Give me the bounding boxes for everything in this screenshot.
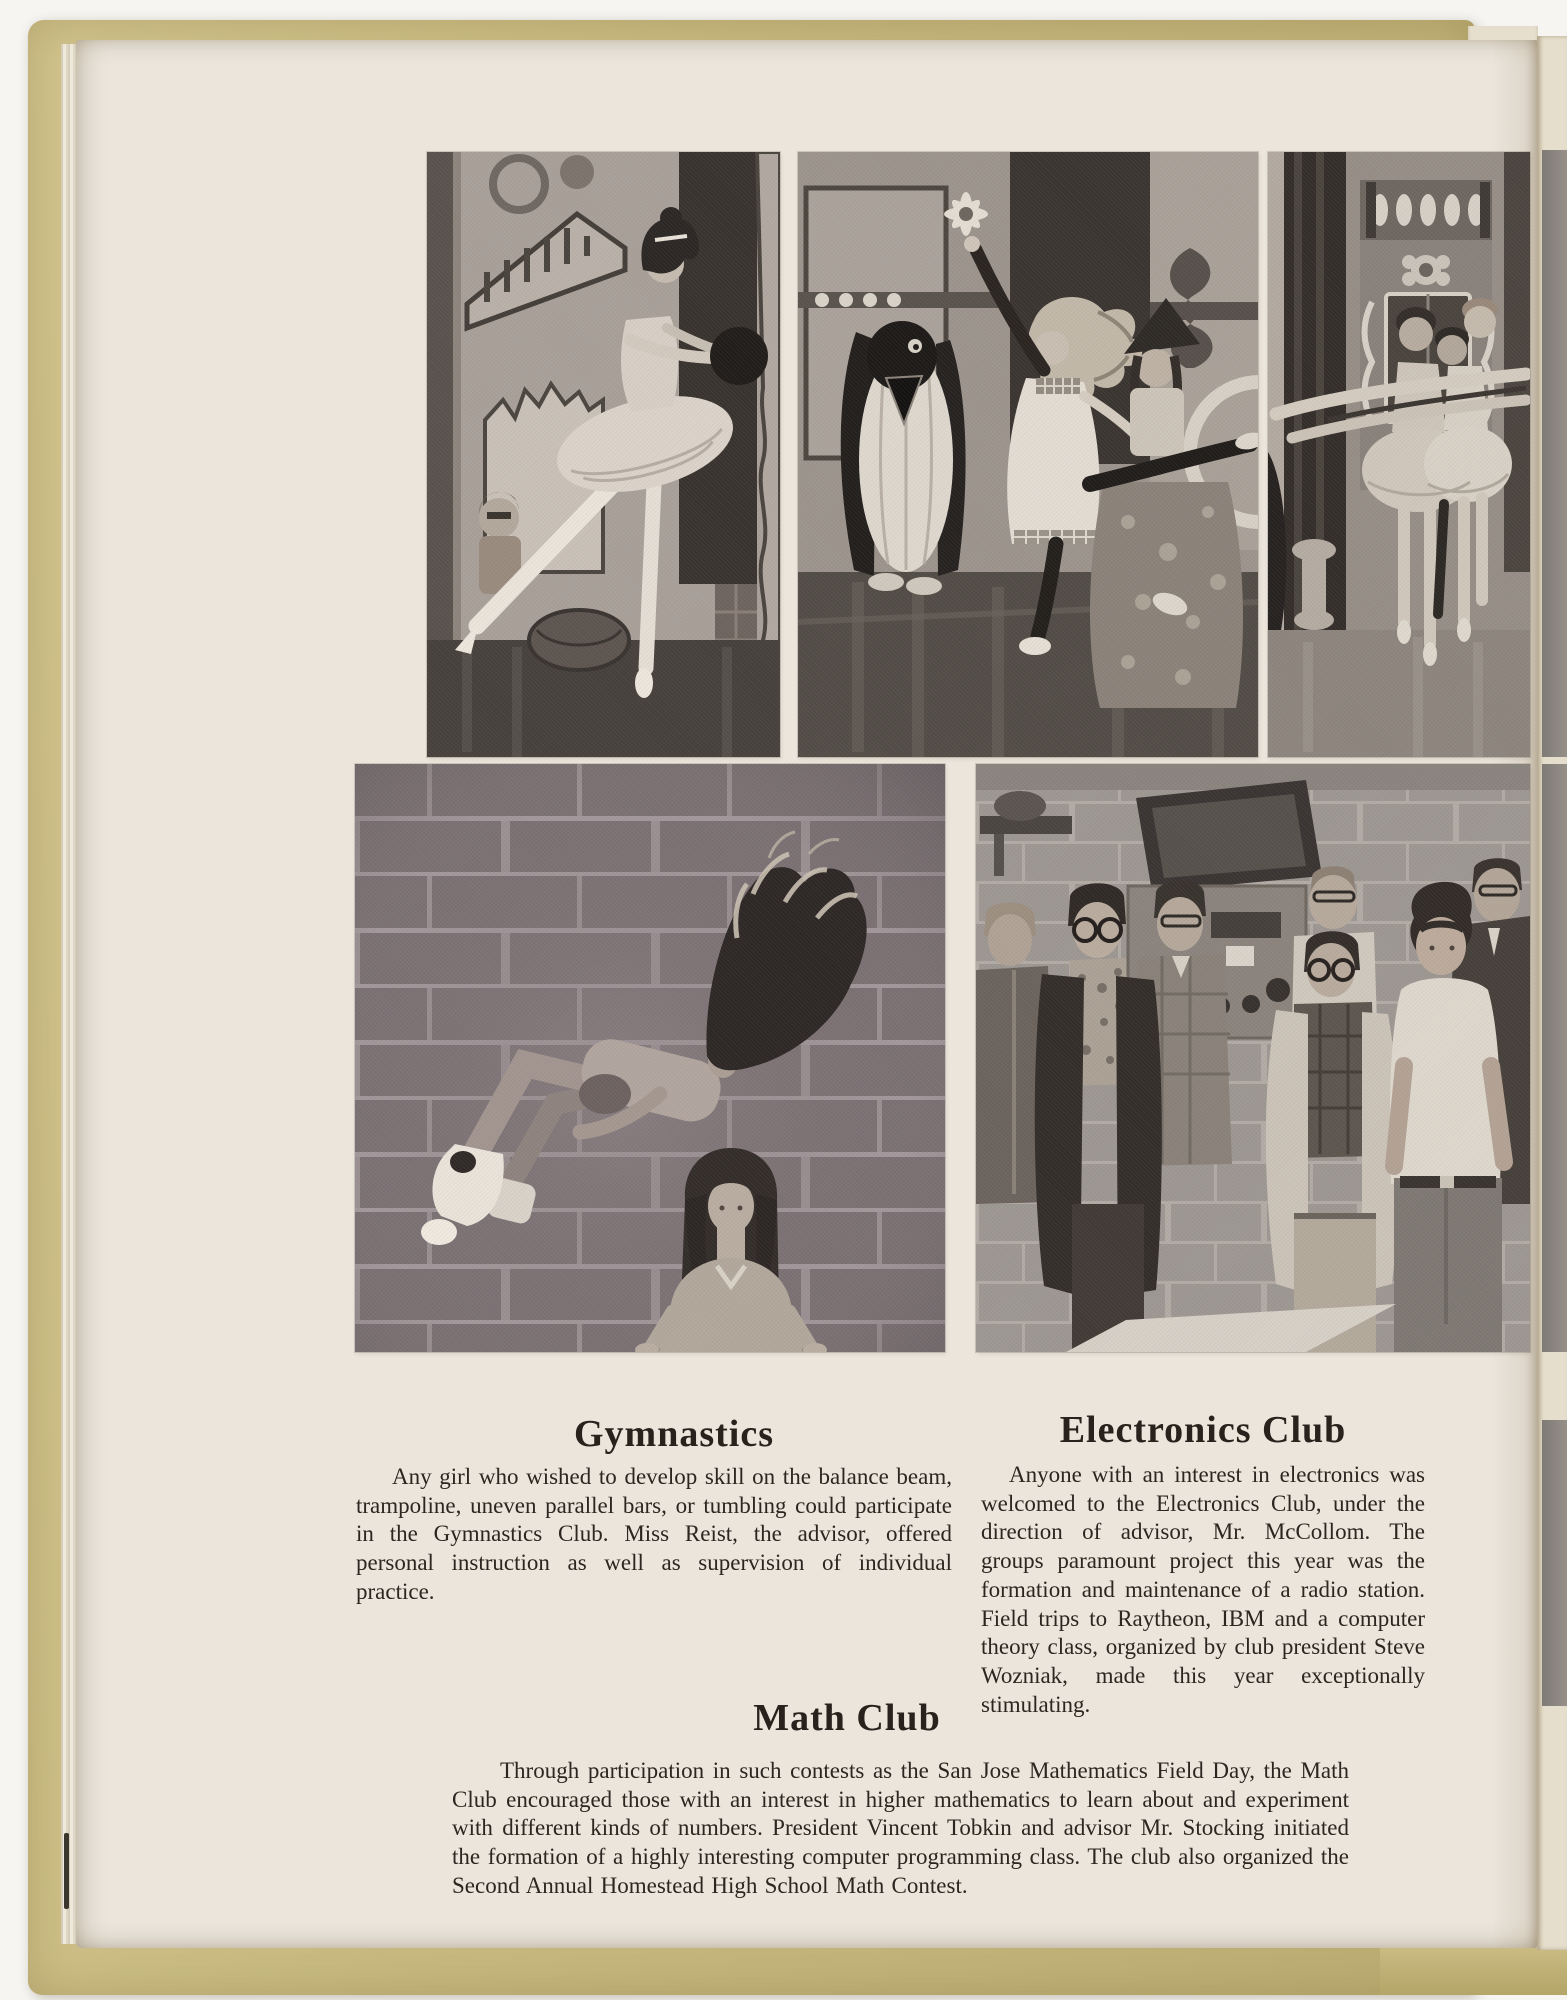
electronics-club-heading: Electronics Club bbox=[1059, 1408, 1347, 1451]
math-club-paragraph: Through participation in such contests as the San Jose Mathematics Field Day, the Math Club encouraged those with an interest in higher mathematics to learn about and experiment with different kinds of numbers. President Vincent Tobkin and advisor Mr. Stocking initiated the formation of a highly interesting computer programming class. The club also organized the Second Annual Homestead High School Math Contest. bbox=[452, 1758, 1349, 1898]
next-page-photo-sliver bbox=[1542, 764, 1567, 1352]
math-club-heading: Math Club bbox=[753, 1696, 941, 1739]
page-stack-edges bbox=[61, 44, 77, 1944]
gymnastics-illustration bbox=[355, 764, 945, 1352]
next-page-edge bbox=[1537, 36, 1567, 1950]
next-page-photo-sliver bbox=[1542, 1420, 1567, 1706]
ballet-ensemble-illustration bbox=[1268, 152, 1530, 757]
book-cover-bottom-edge bbox=[1380, 1948, 1567, 1995]
gymnastics-photo bbox=[355, 764, 945, 1352]
ballet-ensemble-photo bbox=[1268, 152, 1530, 757]
electronics-club-photo bbox=[976, 764, 1530, 1352]
electronics-club-illustration bbox=[976, 764, 1530, 1352]
ballet-soloist-illustration bbox=[427, 152, 780, 757]
electronics-club-paragraph: Anyone with an interest in electronics was welcomed to the Electronics Club, under the direction of advisor, Mr. McCollom. The groups paramount project this year was the formation and maintenance of a radio station. Field trips to Raytheon, IBM and a computer theory class, organized by club president Steve Wozniak, made this year exceptionally stimulating. bbox=[981, 1462, 1425, 1717]
next-page-photo-sliver bbox=[1542, 150, 1567, 757]
gymnastics-paragraph: Any girl who wished to develop skill on the balance beam, trampoline, uneven parallel bars, or tumbling could participate in the Gymnastics Club. Miss Reist, the advisor, offered personal instruction as well as supervision of individual practice. bbox=[356, 1464, 952, 1604]
gymnastics-heading: Gymnastics bbox=[574, 1412, 774, 1455]
ballet-soloist-photo bbox=[427, 152, 780, 757]
dancer-penguin-illustration bbox=[798, 152, 1258, 757]
binding-mark bbox=[64, 1833, 69, 1909]
dancer-penguin-photo bbox=[798, 152, 1258, 757]
